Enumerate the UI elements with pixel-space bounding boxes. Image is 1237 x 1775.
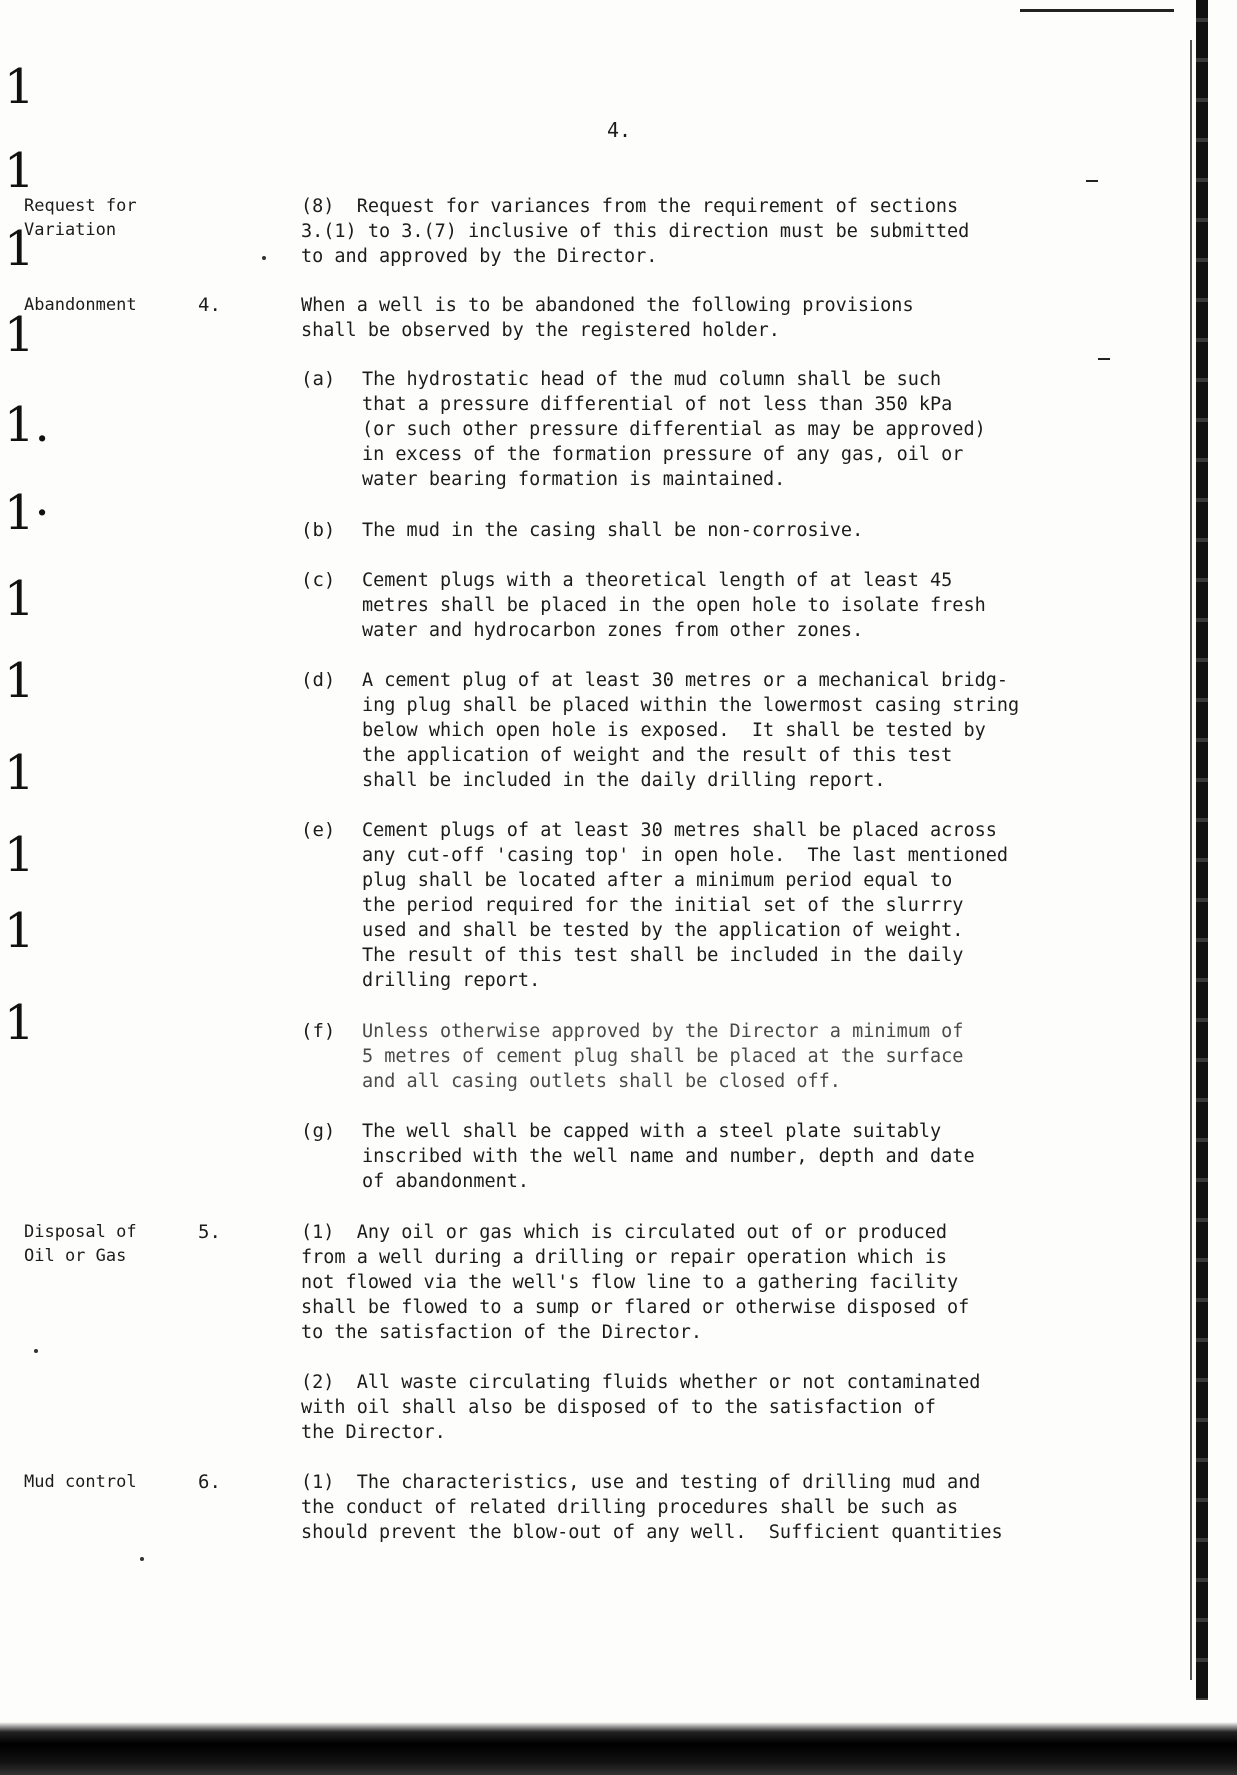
disposal-paragraph-2: (2) All waste circulating fluids whether or not contaminated with oil shall also be disposed of to the satisfaction of the Director. (301, 1372, 981, 1443)
request-paragraph: (8) Request for variances from the requirement of sections 3.(1) to 3.(7) inclusive of this direction must be submitted to and approved by the Director. (301, 196, 970, 267)
item-letter: (f) (301, 1020, 336, 1042)
item-letter: (g) (301, 1120, 336, 1142)
margin-mark: 1 (4, 745, 35, 801)
top-edge-rule (1020, 9, 1174, 12)
item-text: Cement plugs of at least 30 metres shall be placed across any cut-off 'casing top' in open hole. The last mentioned plug shall be located after a minimum period equal to the period required for the initial set of the slurrry used and shall be tested by the application of weight. The result of this test shall be included in the daily drilling report. (362, 820, 1009, 991)
side-heading-request: Request for Variation (24, 196, 137, 240)
section-number-abandonment: 4. (198, 294, 221, 316)
disposal-paragraph-1: (1) Any oil or gas which is circulated out of or produced from a well during a drilling or repair operation which is not flowed via the well's flow line to a gathering facility shall be flowed to a sump or flared or otherwise disposed of to the satisfaction of the Director. (301, 1222, 970, 1343)
margin-mark: 1 (4, 571, 35, 627)
item-text: Cement plugs with a theoretical length of at least 45 metres shall be placed in the open hole to isolate fresh water and hydrocarbon zones from other zones. (362, 570, 986, 641)
margin-mark: 1 (4, 59, 35, 115)
side-heading-disposal: Disposal of Oil or Gas (24, 1222, 137, 1266)
margin-mark: 1 (4, 903, 35, 959)
margin-mark: 1 (4, 995, 35, 1051)
item-letter: (c) (301, 569, 336, 591)
item-letter: (a) (301, 368, 336, 390)
margin-mark: 1 (4, 143, 35, 199)
side-heading-abandonment: Abandonment (24, 295, 137, 315)
section-number-disposal: 5. (198, 1221, 221, 1243)
item-letter: (b) (301, 519, 336, 541)
item-text: The well shall be capped with a steel plate suitably inscribed with the well name and number, depth and date of abandonment. (362, 1121, 975, 1192)
scan-speck (140, 1557, 144, 1561)
mud-control-paragraph-1: (1) The characteristics, use and testing of drilling mud and the conduct of related drilling procedures shall be such as should prevent the blow-out of any well. Sufficient quantities (301, 1472, 1003, 1543)
abandonment-intro: When a well is to be abandoned the following provisions shall be observed by the registered holder. (301, 295, 914, 341)
margin-mark: 1 (4, 221, 35, 277)
item-text: The mud in the casing shall be non-corrosive. (362, 520, 864, 541)
item-text: The hydrostatic head of the mud column shall be such that a pressure differential of not less than 350 kPa (or such other pressure differential as may be approved) in excess of the formation pressure of any gas, oil or water bearing formation is maintained. (362, 369, 986, 490)
margin-mark: 1 (4, 653, 35, 709)
side-heading-mud-control: Mud control (24, 1472, 137, 1492)
item-text: A cement plug of at least 30 metres or a mechanical bridg- ing plug shall be placed within the lowermost casing string below which open hole is exposed. It shall be tested by the application of weight and the result of this test shall be included in the daily drilling report. (362, 670, 1020, 791)
item-letter: (e) (301, 819, 336, 841)
page-number: 4. (607, 118, 632, 142)
margin-mark: 1· (4, 485, 50, 541)
scan-mark (1086, 180, 1098, 182)
scan-edge-bottom (0, 1722, 1237, 1775)
item-text: Unless otherwise approved by the Director a minimum of 5 metres of cement plug shall be placed at the surface and all casing outlets shall be closed off. (362, 1021, 964, 1092)
margin-mark: 1. (4, 397, 50, 453)
item-letter: (d) (301, 669, 336, 691)
scan-speck (34, 1349, 38, 1353)
scan-speck (262, 256, 266, 260)
margin-mark: 1 (4, 827, 35, 883)
section-number-mud-control: 6. (198, 1471, 221, 1493)
scan-edge-thin (1190, 40, 1192, 1680)
scan-edge-right (1196, 0, 1208, 1700)
margin-mark: 1 (4, 307, 35, 363)
scan-mark (1098, 358, 1110, 360)
